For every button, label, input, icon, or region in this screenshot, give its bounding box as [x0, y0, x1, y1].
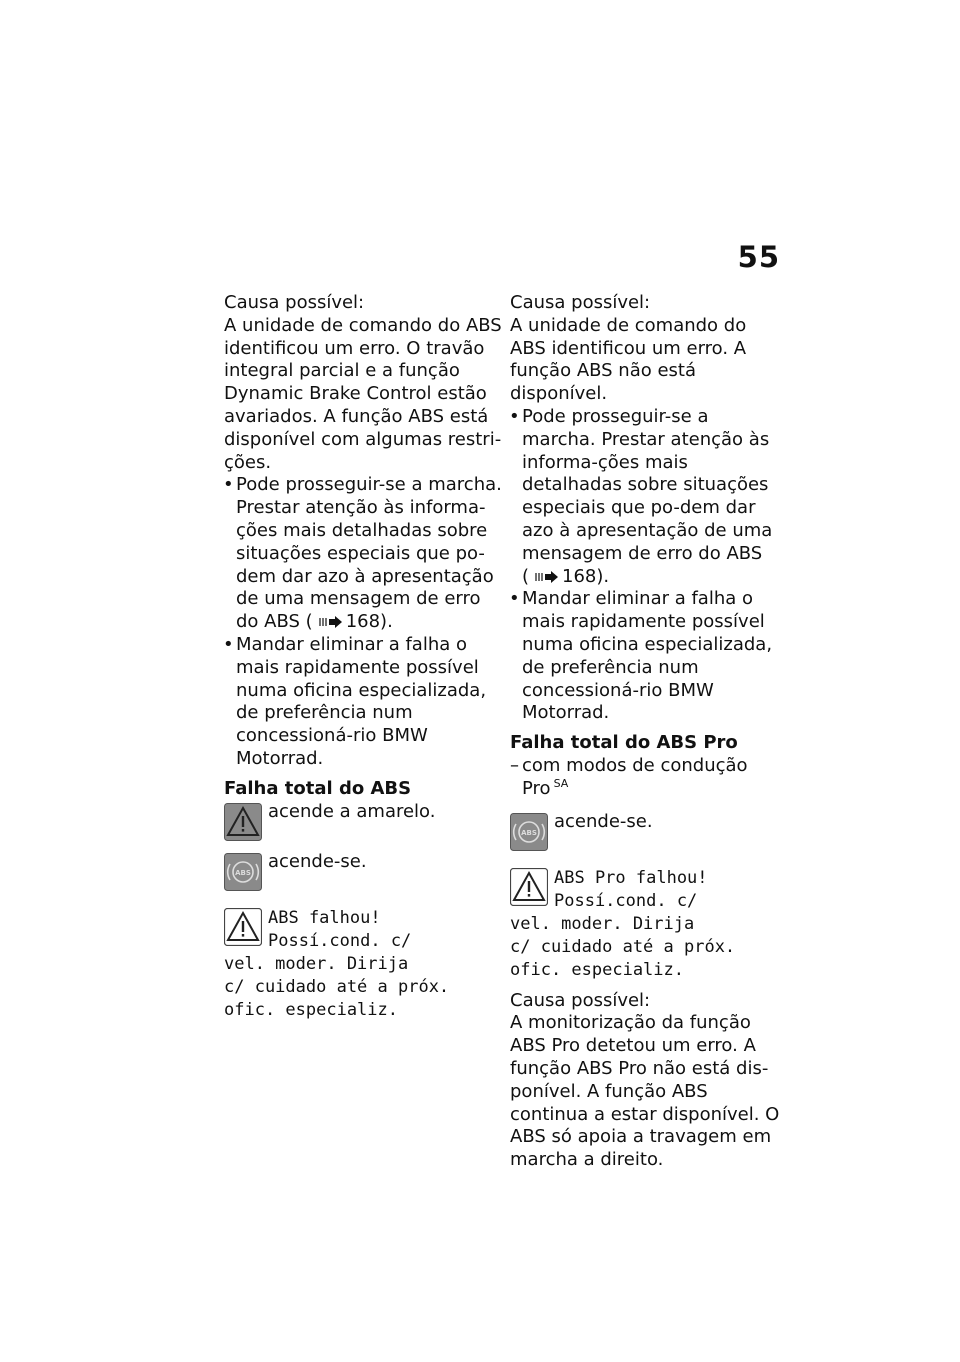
message-line: Possí.cond. c/: [268, 930, 412, 951]
warning-indicator-text: acende a amarelo.: [268, 800, 436, 822]
list-item: [224, 474, 506, 634]
cause-text: A unidade de comando do ABS identificou um erro. A função ABS não está disponível.: [510, 314, 747, 405]
abs-lamp-icon: [510, 813, 548, 851]
svg-text:ABS: ABS: [521, 828, 537, 837]
left-column: [224, 292, 506, 1022]
abs-indicator-text: acende-se.: [268, 850, 367, 872]
cause-text: A monitorização da função ABS Pro detetou um erro. A função ABS Pro não está dis-ponível. A função ABS continua a estar disponível. O ABS só apoia a travagem em marcha a direito.: [510, 1012, 780, 1171]
warning-indicator-row: [224, 801, 506, 847]
message-line: c/ cuidado até a próx.: [224, 976, 450, 997]
svg-text:ABS: ABS: [235, 868, 251, 877]
message-line: Possí.cond. c/: [554, 890, 698, 911]
abs-indicator-text: acende-se.: [554, 810, 653, 832]
list-item: [510, 406, 785, 588]
warning-triangle-outline-icon: [510, 868, 548, 906]
bullet-text: Pode prosseguir-se a marcha. Prestar atenção às informa-ções mais detalhadas sobre situações especiais que po-dem dar azo à apresentação de uma mensagem de erro do ABS: [236, 474, 502, 633]
list-item: • Mandar eliminar a falha o mais rapidamente possível numa oficina especializada, de preferência num concessioná-rio BMW Motorrad.: [510, 588, 785, 725]
abs-indicator-row: [510, 811, 785, 857]
message-line: ofic. especializ.: [510, 959, 684, 980]
action-list: [510, 406, 785, 725]
section-heading: Falha total do ABS: [224, 777, 412, 799]
message-line: vel. moder. Dirija: [510, 913, 695, 934]
message-line: ABS falhou!: [268, 907, 381, 928]
special-equipment-mark: SA: [553, 776, 569, 790]
cause-label: Causa possível:: [224, 292, 365, 313]
reference-page: 168).: [345, 611, 393, 633]
message-line: ofic. especializ.: [224, 999, 398, 1020]
message-line: vel. moder. Dirija: [224, 953, 409, 974]
abs-lamp-icon: [224, 853, 262, 891]
page-reference[interactable]: ( 168).: [522, 565, 610, 587]
abs-indicator-row: [224, 851, 506, 897]
cause-label: Causa possível:: [510, 989, 651, 1011]
reference-arrow-icon: [535, 570, 559, 584]
display-message: [224, 907, 506, 1022]
reference-page: 168).: [562, 565, 610, 587]
section-heading: Falha total do ABS Pro: [510, 732, 738, 754]
condition-item: [510, 755, 785, 801]
page-reference[interactable]: ( 168).: [305, 611, 393, 633]
warning-triangle-outline-icon: [224, 908, 262, 946]
list-item: • Mandar eliminar a falha o mais rapidamente possível numa oficina especializada, de preferência num concessioná-rio BMW Motorrad.: [224, 634, 506, 771]
right-column: [510, 292, 785, 1172]
cause-text: A unidade de comando do ABS identificou um erro. O travão integral parcial e a função Dynamic Brake Control estão avariados. A função ABS está disponível com algumas restri-ções.: [224, 314, 502, 473]
condition-text: com modos de condução Pro: [522, 754, 748, 799]
bullet-text: Pode prosseguir-se a marcha. Prestar atenção às informa-ções mais detalhadas sobre situações especiais que po-dem dar azo à apresentação de uma mensagem de erro do ABS: [522, 405, 773, 564]
page-number: 55: [737, 240, 780, 274]
reference-arrow-icon: [319, 615, 343, 629]
dash-mark: –: [510, 754, 519, 776]
message-line: ABS Pro falhou!: [554, 867, 708, 888]
warning-triangle-icon: [224, 803, 262, 841]
display-message: [510, 867, 785, 982]
action-list: [224, 474, 506, 770]
message-line: c/ cuidado até a próx.: [510, 936, 736, 957]
cause-label: Causa possível:: [510, 292, 651, 313]
